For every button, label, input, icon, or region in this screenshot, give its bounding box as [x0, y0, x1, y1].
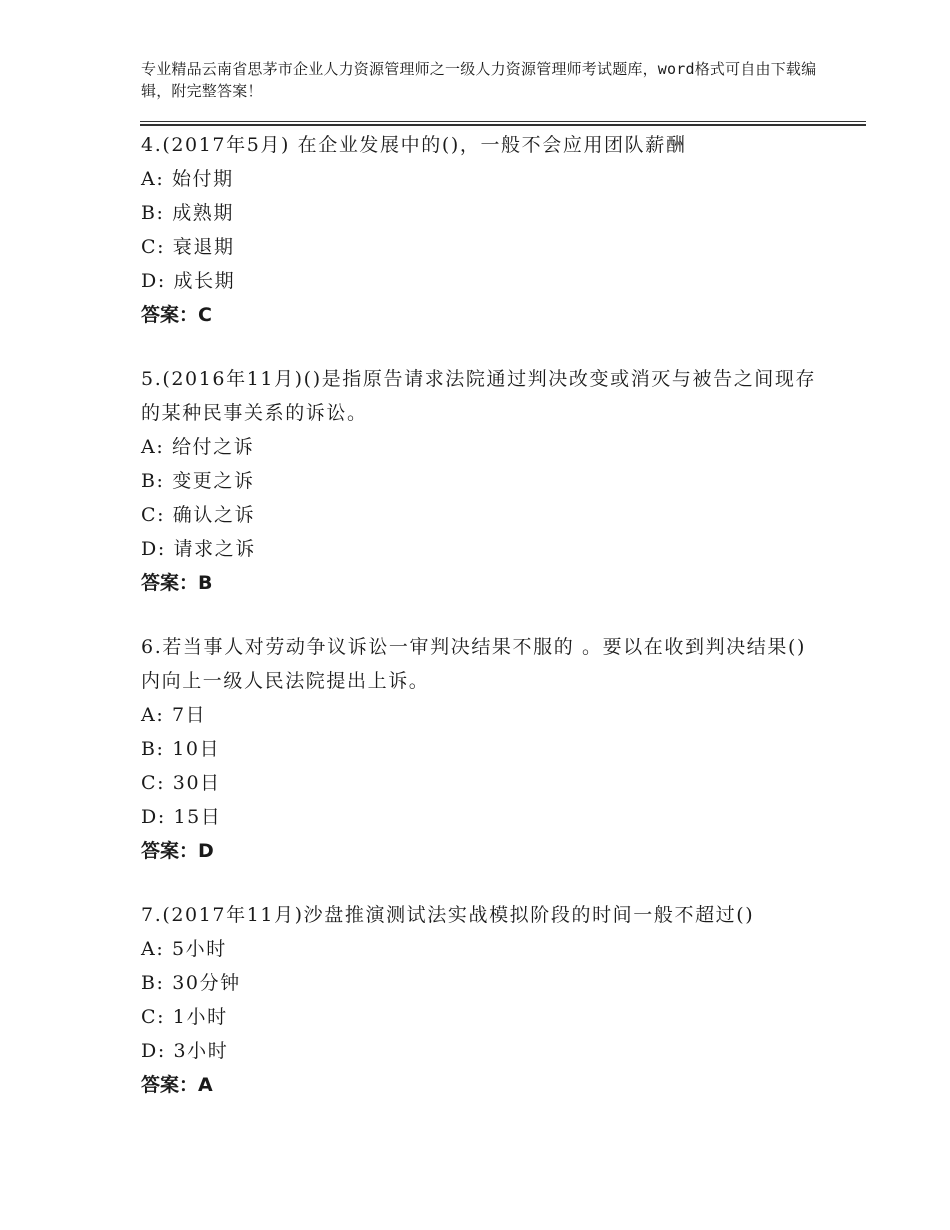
document-header: 专业精品云南省思茅市企业人力资源管理师之一级人力资源管理师考试题库，word格式可自由下载编辑，附完整答案！	[141, 60, 817, 100]
option-c: C: 30日	[141, 772, 221, 794]
option-a: A: 7日	[141, 704, 207, 726]
question-text: 4.(2017年5月) 在企业发展中的()，一般不会应用团队薪酬	[141, 134, 687, 156]
option-b: B: 成熟期	[141, 202, 235, 224]
question-6	[141, 630, 821, 868]
question-text: 7.(2017年11月)沙盘推演测试法实战模拟阶段的时间一般不超过()	[141, 904, 755, 926]
answer: 答案：B	[141, 572, 213, 594]
option-a: A: 5小时	[141, 938, 227, 960]
option-a: A: 始付期	[141, 168, 234, 190]
question-5	[141, 362, 821, 600]
option-d: D: 15日	[141, 806, 222, 828]
option-a: A: 给付之诉	[141, 436, 255, 458]
answer: 答案：D	[141, 840, 214, 862]
option-c: C: 衰退期	[141, 236, 235, 258]
header-divider-thin	[140, 121, 866, 122]
option-d: D: 成长期	[141, 270, 236, 292]
question-4	[141, 128, 821, 332]
question-text: 6.若当事人对劳动争议诉讼一审判决结果不服的 。要以在收到判决结果()内向上一级人民法院提出上诉。	[141, 636, 806, 692]
answer: 答案：A	[141, 1074, 213, 1096]
question-text: 5.(2016年11月)()是指原告请求法院通过判决改变或消灭与被告之间现存的某种民事关系的诉讼。	[141, 368, 817, 424]
option-c: C: 1小时	[141, 1006, 228, 1028]
option-b: B: 10日	[141, 738, 221, 760]
option-b: B: 30分钟	[141, 972, 241, 994]
header-divider-thick	[140, 124, 866, 126]
question-7	[141, 898, 821, 1102]
option-d: D: 3小时	[141, 1040, 229, 1062]
option-d: D: 请求之诉	[141, 538, 256, 560]
option-b: B: 变更之诉	[141, 470, 255, 492]
option-c: C: 确认之诉	[141, 504, 256, 526]
answer: 答案：C	[141, 304, 212, 326]
question-list	[141, 128, 821, 1132]
